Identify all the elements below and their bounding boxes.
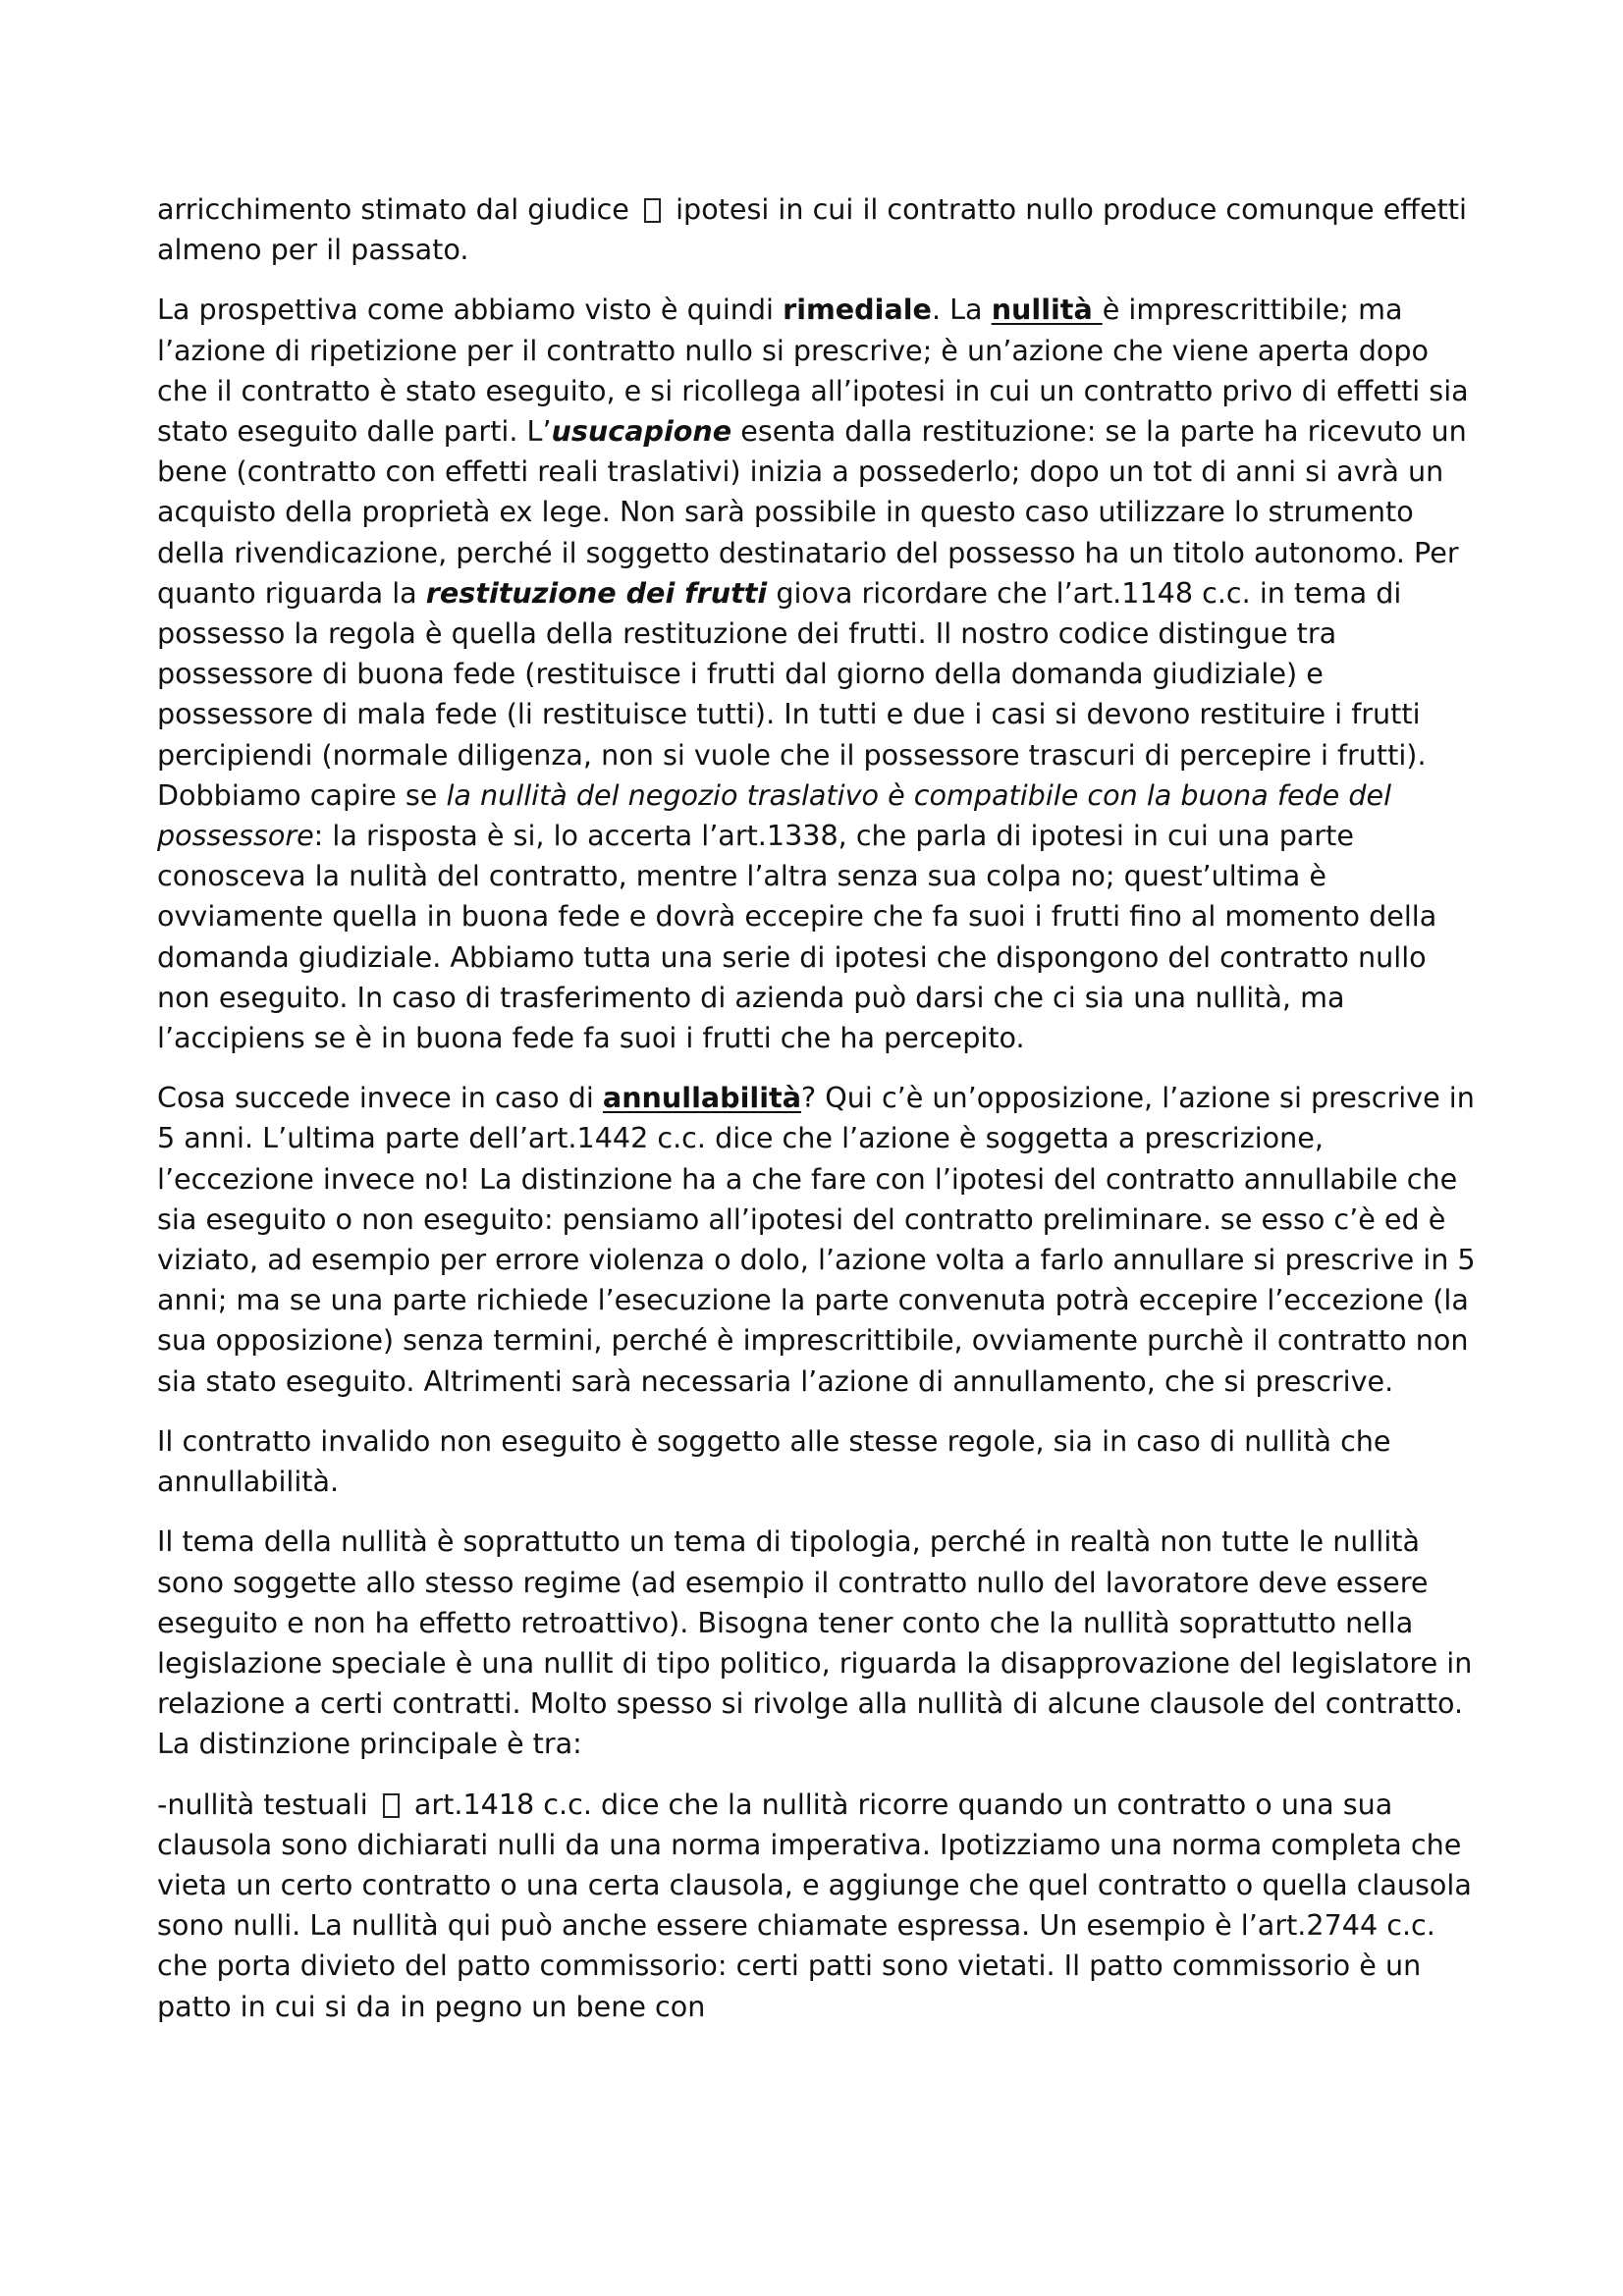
p2-text-3: . La: [931, 293, 992, 327]
term-restituzione-frutti: restituzione dei frutti: [425, 575, 768, 610]
p2-text-11: : la risposta è si, lo accerta l’art.1338, che parla di ipotesi in cui una parte conosceva la nulità del contratto, mentre l’altra senza sua colpa no; quest’ultima è ovviamente quella in buona fede e dovrà eccepire che fa suoi i frutti fino al momento della domanda giudiziale. Abbiamo tutta una serie di ipotesi che dispongono del contratto nullo non eseguito. In caso di trasferimento di azienda può darsi che ci sia una nullità, ma l’accipiens se è in buona fede fa suoi i frutti che ha percepito.: [157, 819, 1437, 1055]
p2-text-1: La prospettiva come abbiamo visto è quindi: [157, 293, 784, 327]
p6-text-end: art.1418 c.c. dice che la nullità ricorre quando un contratto o una sua clausola sono dichiarati nulli da una norma imperativa. Ipotizziamo una norma completa che vieta un certo contratto o una certa clausola, e aggiunge che quel contratto o quella clausola sono nulli. La nullità qui può anche essere chiamate espressa. Un esempio è l’art.2744 c.c. che porta divieto del patto commissorio: certi patti sono vietati. Il patto commissorio è un patto in cui si da in pegno un bene con: [157, 1787, 1472, 2023]
term-annullabilita: annullabilità: [602, 1081, 802, 1115]
document-page: [157, 189, 1478, 2047]
p1-text-start: arricchimento stimato dal giudice: [157, 192, 629, 226]
p2-text-5: è imprescrittibile; ma l’azione di ripetizione per il contratto nullo si prescrive; è un’azione che viene aperta dopo che il contratto è stato eseguito, e si ricollega all’ipotesi in cui un contratto privo di effetti sia stato eseguito dalle parti. L’: [157, 293, 1469, 449]
p5-text: Il tema della nullità è soprattutto un tema di tipologia, perché in realtà non tutte le nullità sono soggette allo stesso regime (ad esempio il contratto nullo del lavoratore deve essere eseguito e non ha effetto retroattivo). Bisogna tener conto che la nullità soprattutto nella legislazione speciale è una nullit di tipo politico, riguarda la disapprovazione del legislatore in relazione a certi contratti. Molto spesso si rivolge alla nullità di alcune clausole del contratto. La distinzione principale è tra:: [157, 1524, 1473, 1761]
missing-glyph-icon: [644, 198, 661, 223]
term-nullita: nullità: [991, 293, 1103, 327]
p2-text-9: giova ricordare che l’art.1148 c.c. in tema di possesso la regola è quella della restituzione dei frutti. Il nostro codice distingue tra possessore di buona fede (restituisce i frutti dal giorno della domanda giudiziale) e possessore di mala fede (li restituisce tutti). In tutti e due i casi si devono restituire i frutti percipiendi (normale diligenza, non si vuole che il possessore trascuri di percepire i frutti). Dobbiamo capire se: [157, 575, 1427, 812]
paragraph-1: [157, 189, 1478, 270]
term-rimediale: rimediale: [783, 293, 932, 327]
p3-text-3: ? Qui c’è un’opposizione, l’azione si prescrive in 5 anni. L’ultima parte dell’art.1442 c.c. dice che l’azione è soggetta a prescrizione, l’eccezione invece no! La distinzione ha a che fare con l’ipotesi del contratto annullabile che sia eseguito o non eseguito: pensiamo all’ipotesi del contratto preliminare. se esso c’è ed è viziato, ad esempio per errore violenza o dolo, l’azione volta a farlo annullare si prescrive in 5 anni; ma se una parte richiede l’esecuzione la parte convenuta potrà eccepire l’eccezione (la sua opposizione) senza termini, perché è imprescrittibile, ovviamente purchè il contratto non sia stato eseguito. Altrimenti sarà necessaria l’azione di annullamento, che si prescrive.: [157, 1081, 1476, 1398]
term-usucapione: usucapione: [551, 414, 732, 449]
paragraph-4: [157, 1421, 1478, 1502]
italic-question: la nullità del negozio traslativo è compatibile con la buona fede del possessore: [157, 777, 1392, 853]
paragraph-6: [157, 1785, 1478, 2027]
paragraph-2: [157, 290, 1478, 1058]
p2-text-7: esenta dalla restituzione: se la parte ha ricevuto un bene (contratto con effetti reali traslativi) inizia a possederlo; dopo un tot di anni si avrà un acquisto della proprietà ex lege. Non sarà possibile in questo caso utilizzare lo strumento della rivendicazione, perché il soggetto destinatario del possesso ha un titolo autonomo. Per quanto riguarda la: [157, 414, 1467, 610]
paragraph-5: [157, 1522, 1478, 1764]
p3-text-1: Cosa succede invece in caso di: [157, 1081, 603, 1115]
p1-text-end: ipotesi in cui il contratto nullo produce comunque effetti almeno per il passato.: [157, 192, 1467, 267]
missing-glyph-icon: [383, 1793, 400, 1818]
paragraph-3: [157, 1078, 1478, 1402]
p4-text: Il contratto invalido non eseguito è soggetto alle stesse regole, sia in caso di nullità che annullabilità.: [157, 1423, 1391, 1499]
p6-text-start: -nullità testuali: [157, 1787, 368, 1821]
